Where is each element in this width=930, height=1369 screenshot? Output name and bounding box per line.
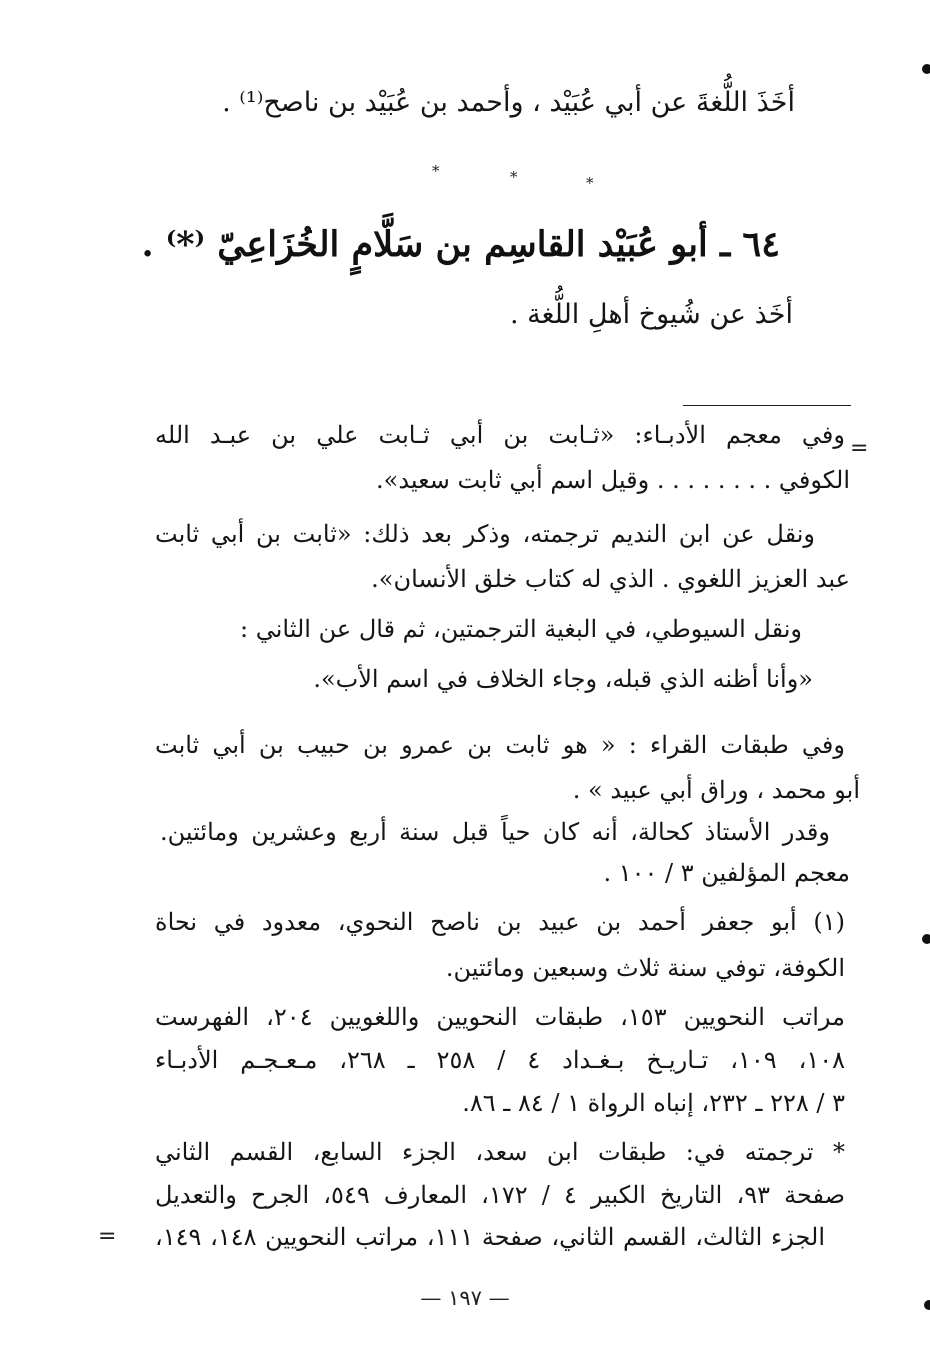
separator-star: * [510,168,518,186]
footnote-line: الجزء الثالث، القسم الثاني، صفحة ١١١، مراتب النحويين ١٤٨، ١٤٩، [155,1223,826,1251]
continuation-mark-top: = [850,436,869,461]
footnote-line: ٣ / ٢٢٨ ـ ٢٣٢، إنباه الرواة ١ / ٨٤ ـ ٨٦. [462,1089,845,1117]
footnote-line: معجم المؤلفين ٣ / ١٠٠ . [603,859,850,887]
section-separator-stars [420,158,620,192]
separator-star: * [432,162,440,180]
binding-hole-mark [924,1300,930,1310]
body-line-1: أخَذَ اللُّغةَ عن أبي عُبَيْد ، وأحمد بن عُبَيْد بن ناصح⁽¹⁾ . [222,87,795,118]
page-number: — ١٩٧ — [420,1286,510,1310]
footnote-line: ١٠٨، ١٠٩، تـاريـخ بـغـداد ٤ / ٢٥٨ ـ ٢٦٨، مـعـجـم الأدبـاء [155,1046,845,1074]
continuation-mark-bottom: = [98,1224,117,1249]
footnote-line: (١) أبو جعفر أحمد بن عبيد بن ناصح النحوي، معدود في نحاة [155,908,846,936]
binding-hole-mark [922,64,930,74]
footnote-line: الكوفي . . . . . . . . وقيل اسم أبي ثابت سعيد». [376,466,850,494]
footnote-line: ونقل عن ابن النديم ترجمته، وذكر بعد ذلك: «ثابت بن أبي ثابت [155,520,815,548]
footnote-line: أبو محمد ، وراق أبي عبيد » . [572,776,860,804]
footnote-line: وفي معجم الأدبـاء: «ثـابت بن أبي ثـابت علي بن عبـد الله [155,421,845,449]
footnote-line: مراتب النحويين ١٥٣، طبقات النحويين واللغويين ٢٠٤، الفهرست [155,1003,845,1031]
footnote-line: وقدر الأستاذ كحالة، أنه كان حياً قبل سنة أربع وعشرين ومائتين. [160,818,830,846]
footnote-separator-rule [683,405,851,406]
binding-hole-mark [922,934,930,944]
entry-heading: ٦٤ ـ أبو عُبَيْد القاسِم بن سَلَّامٍ الخُزَاعِيّ ⁽*⁾ . [141,224,780,265]
footnote-line: الكوفة، توفي سنة ثلاث وسبعين ومائتين. [445,954,845,982]
footnote-line: ونقل السيوطي، في البغية الترجمتين، ثم قال عن الثاني : [240,615,802,643]
footnote-line: وفي طبقات القراء : « هو ثابت بن عمرو بن حبيب بن أبي ثابت [155,731,845,759]
footnote-line: صفحة ٩٣، التاريخ الكبير ٤ / ١٧٢، المعارف ٥٤٩، الجرح والتعديل [155,1181,846,1209]
footnote-line: * ترجمته في: طبقات ابن سعد، الجزء السابع، القسم الثاني [155,1138,845,1166]
footnote-line: عبد العزيز اللغوي . الذي له كتاب خلق الأنسان». [371,565,850,593]
separator-star: * [586,174,594,192]
footnote-line: «وأنا أظنه الذي قبله، وجاء الخلاف في اسم الأب». [313,665,813,693]
body-line-2: أخَذ عن شُيوخ أهلِ اللُّغة . [509,299,793,330]
